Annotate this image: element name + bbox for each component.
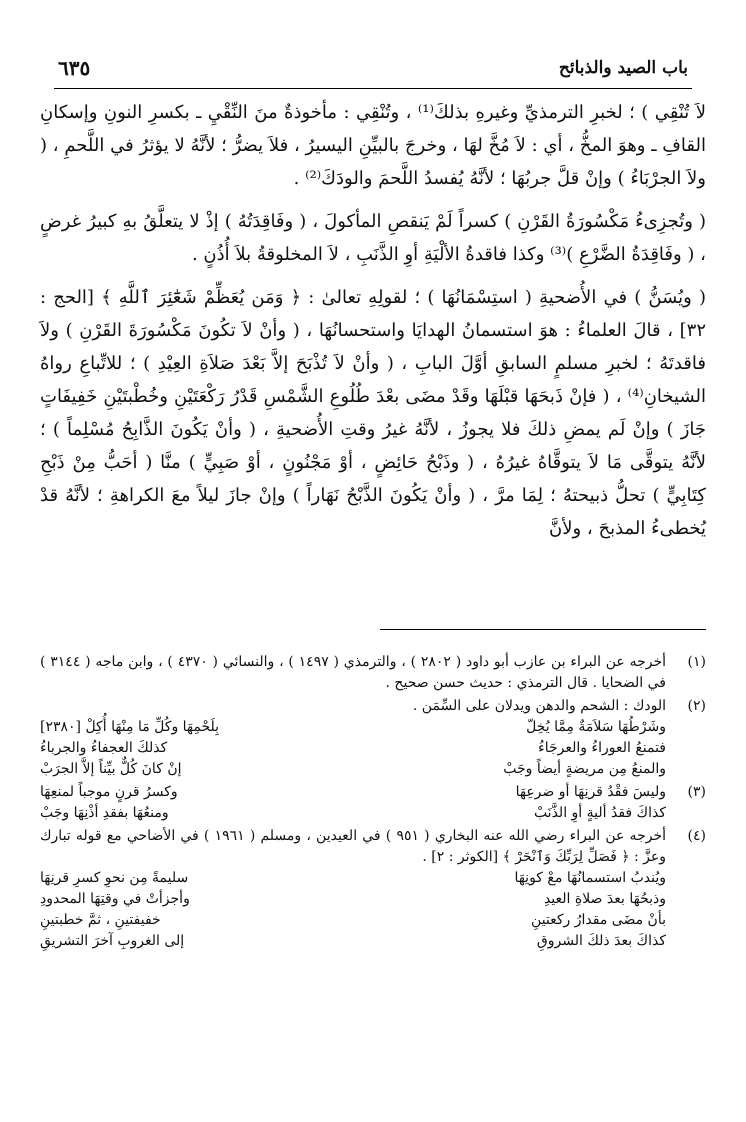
footnotes bbox=[40, 652, 706, 954]
footnote-text: أخرجه عن البراء بن عازب أبو داود ( ٢٨٠٢ ) ، والترمذي ( ١٤٩٧ ) ، والنسائي ( ٤٣٧٠ ) ، وابن ماجه ( ٣١٤٤ ) في الضحايا . قال الترمذي : حديث حسن صحيح . bbox=[40, 654, 666, 691]
verse-hemistich: بِلَحْمِهَا وكُلِّ مَا مِنْهَا أُكِلْ [٢٣٨٠] bbox=[40, 719, 220, 735]
verse-hemistich: وشَرْطُهَا سَلاَمَةٌ مِمَّا يُخِلّ bbox=[526, 719, 666, 735]
footnote bbox=[40, 652, 706, 694]
verse-hemistich: خفيفتينِ ، ثمَّ خطبتينِ bbox=[40, 912, 161, 928]
verse-hemistich: والمنعُ مِن مريضةٍ أيضاً وجَبْ bbox=[503, 761, 666, 777]
verse-hemistich: كذلكَ العجفاءُ والجرباءُ bbox=[40, 740, 168, 756]
footnote-separator bbox=[380, 629, 706, 630]
verse-hemistich: وذبحُهَا بعدَ صلاةِ العيدِ bbox=[543, 891, 666, 907]
verse-hemistich: بأنْ مضَى مقدارُ ركعتينِ bbox=[531, 912, 666, 928]
header-rule bbox=[54, 88, 692, 89]
chapter-title: باب الصيد والذبائح bbox=[558, 58, 688, 78]
footnote bbox=[40, 782, 706, 824]
verse-hemistich: ويُندبُ استسمانُهَا معْ كونِهَا bbox=[514, 870, 666, 886]
paragraph: ( وتُجزِىءُ مَكْسُورَةُ القَرْنِ ) كسراً لَمْ يَنقصِ المأكولَ ، ( وفَاقِدَتُهُ ) إذْ لا يتعلَّقُ بهِ كبيرُ غرضٍ ، ( وفَاقِدَةُ الضَّرْعِ )⁽³⁾ وكذا فاقدةُ الألْيَةِ أوِ الذَّنَبِ ، لاَ المخلوقةُ بلاَ أُذُنٍ . bbox=[40, 211, 706, 265]
running-header bbox=[0, 56, 746, 88]
verse-hemistich: كذاكَ فقدُ أليةٍ أوِ الذَّنَبْ bbox=[533, 805, 666, 821]
footnote-number: (٢) bbox=[687, 698, 706, 714]
poem-verses bbox=[40, 717, 666, 780]
footnote-text: الودك : الشحم والدهن ويدلان على السِّمَن . bbox=[412, 698, 666, 714]
verse-hemistich: سليمةً مِن نحوِ كسرِ قرنِهَا bbox=[40, 870, 189, 886]
footnote bbox=[40, 826, 706, 952]
footnote-number: (٤) bbox=[687, 828, 706, 844]
footnote-text: أخرجه عن البراء رضي الله عنه البخاري ( ٩٥١ ) في العيدين ، ومسلم ( ١٩٦١ ) في الأضاحي مع قوله تبارك وعزَّ : ﴿ فَصَلِّ لِرَبِّكَ وَٱنْحَرْ ﴾ [الكوثر : ٢] . bbox=[40, 828, 666, 865]
main-text bbox=[40, 96, 706, 555]
verse-hemistich: وليسَ فقْدُ قرنِهَا أو ضرعِهَا bbox=[515, 784, 666, 800]
verse-hemistich: ومنعُهَا بفقدِ أذْنِهَا وجَبْ bbox=[40, 805, 169, 821]
footnote-number: (٣) bbox=[687, 784, 706, 800]
verse-hemistich: كذاكَ بعدَ ذلكَ الشروقِ bbox=[536, 933, 666, 949]
verse-hemistich: إلى الغروبِ آخرَ التشريقِ bbox=[40, 933, 185, 949]
footnote-number: (١) bbox=[687, 654, 706, 670]
paragraph: لاَ تُنْقِي ) ؛ لخبرِ الترمذيِّ وغيرهِ بذلكَ⁽¹⁾ ، وتُنْقِي : مأخوذةٌ منَ النِّقْيِ ـ بكسرِ النونِ وإسكانِ القافِ ـ وهوَ المخُّ ، أي : لاَ مُخَّ لهَا ، وخرجَ بالبيِّنِ اليسيرُ ، فلاَ يضرُّ ؛ لأنَّهُ لا يؤثرُ في اللَّحمِ ، ( ولاَ الجرْبَاءُ ) وإنْ قلَّ جربُهَا ؛ لأنَّهُ يُفسدُ اللَّحمَ والودَكَ⁽²⁾ . bbox=[40, 102, 706, 189]
verse-hemistich: فتمنعُ العوراءُ والعرجَاءُ bbox=[538, 740, 666, 756]
page-number: ٦٣٥ bbox=[58, 56, 91, 80]
poem-verses bbox=[40, 868, 666, 952]
verse-hemistich: وأجزأتْ في وقتِهَا المحدودِ bbox=[40, 891, 190, 907]
verse-hemistich: إنْ كانَ كُلٌّ بيِّناً إلاَّ الجرَبْ bbox=[40, 761, 182, 777]
verse-hemistich: وكسرُ قرنٍ موجباً لمنعِهَا bbox=[40, 784, 178, 800]
footnote bbox=[40, 696, 706, 780]
poem-verses bbox=[40, 782, 666, 824]
paragraph: ( ويُسَنُّ ) في الأُضحيةِ ( استِسْمَانُهَا ) ؛ لقولِهِ تعالىٰ : ﴿ وَمَن يُعَظِّمْ شَعَٰٓئِرَ ٱللَّهِ ﴾ [الحج : ٣٢] ، قالَ العلماءُ : هوَ استسمانُ الهدايَا واستحسانُهَا ، ( وأنْ لاَ تكُونَ مَكْسُورَةَ القَرْنِ ) ولاَ فاقدتَهُ ؛ لخبرِ مسلمٍ السابقِ أوَّلَ البابِ ، ( وأنْ لاَ تُذْبَحَ إلاَّ بَعْدَ صَلاَةِ العِيْدِ ) ؛ للاتِّباعِ رواهُ الشيخانِ⁽⁴⁾ ، ( فإنْ ذَبحَهَا قبْلَهَا وقَدْ مضَى بعْدَ طُلُوعِ الشَّمْسِ قَدْرُ رَكْعَتَيْنِ وخُطْبتَيْنِ خَفِيفَاتٍ جَازَ ) وإنْ لَم يمضِ ذلكَ فلا يجوزُ ، لأنَّهُ غيرُ وقتِ الأُضحيةِ ، ( وأنْ يَكُونَ الذَّابِحُ مُسْلِماً ) ؛ لأنَّهُ يتوقَّى مَا لاَ يتوقَّاهُ غيرُهُ ، ( وذَبْحُ حَائِضٍ ، أوْ مَجْنُونٍ ، أوْ صَبِيٍّ ) منَّا ( أحَبُّ مِنْ ذَبْحِ كِتَابِيٍّ ) تحلُّ ذبيحتهُ ؛ لِمَا مرَّ ، ( وأنْ يَكُونَ الذَّبْحُ نَهَاراً ) وإنْ جازَ ليلاً معَ الكراهةِ ؛ لأنَّهُ قدْ يُخطىءُ المذبحَ ، ولأنَّ bbox=[40, 287, 706, 539]
